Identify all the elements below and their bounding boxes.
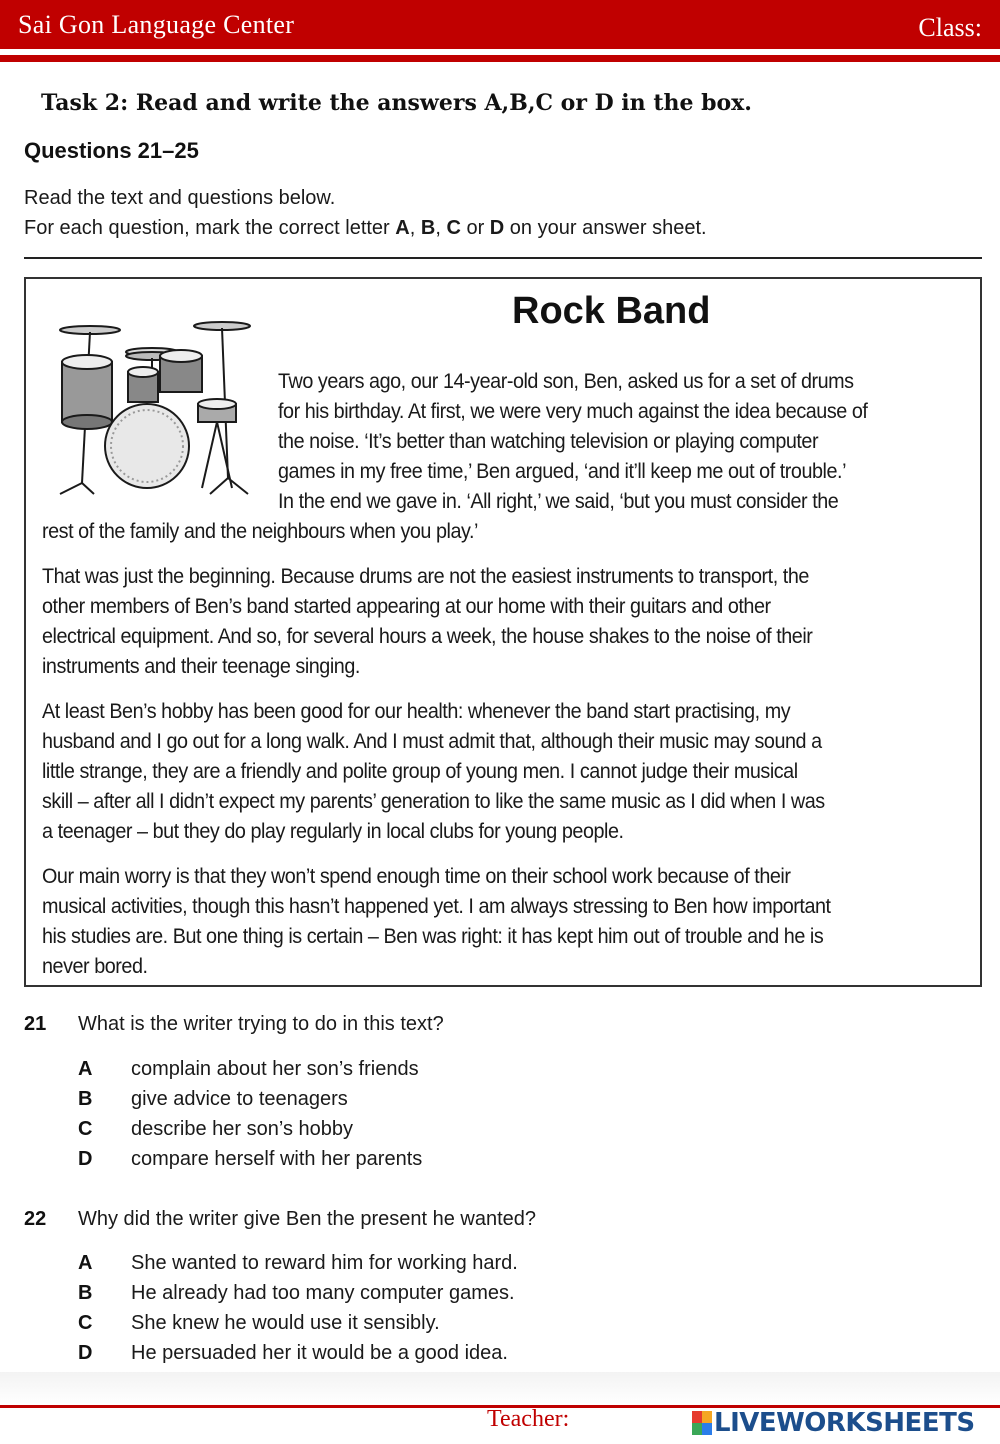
q21-option-letter: D [78,1148,93,1170]
question-21-text: What is the writer trying to do in this text? [78,1013,444,1035]
q21-option-c[interactable]: describe her son’s hobby [131,1118,353,1140]
instruction-line-1: Read the text and questions below. [24,187,336,209]
q22-option-b[interactable]: He already had too many computer games. [131,1282,515,1304]
q22-option-c[interactable]: She knew he would use it sensibly. [131,1312,440,1334]
letter-d: D [489,217,505,239]
center-name: Sai Gon Language Center [18,10,295,39]
q21-option-letter: B [78,1088,93,1110]
question-22-text: Why did the writer give Ben the present he wanted? [78,1208,537,1230]
instruction-line-2: For each question, mark the correct letter A, B, C or D on your answer sheet. [24,217,707,239]
q22-option-letter: D [78,1342,93,1364]
paragraph-4: Our main worry is that they won’t spend enough time on their school work because of their musical activities, though this hasn’t happened yet. I am always stressing to Ben how important his studies are. But one thing is certain – Ben was right: it has kept him out of trouble and he is never bored. [42,864,831,978]
questions-heading: Questions 21–25 [24,138,199,163]
paragraph-2: That was just the beginning. Because drums are not the easiest instruments to transport, the other members of Ben’s band started appearing at our home with their guitars and other electrical equipment. And so, for several hours a week, the house shakes to the noise of their instruments and their teenage singing. [42,564,813,678]
q22-option-letter: C [78,1312,93,1334]
letter-a: A [395,217,410,239]
header-rule [0,55,1000,62]
q22-option-a[interactable]: She wanted to reward him for working hard. [131,1252,518,1274]
paragraph-3: At least Ben’s hobby has been good for our health: whenever the band start practising, my husband and I go out for a long walk. And I must admit that, although their music may sound a little strange, they are a friendly and polite group of young men. I cannot judge their musical skill – after all I didn’t expect my parents’ generation to like the same music as I did when I was a teenager – but they do play regularly in local clubs for young people. [42,699,825,843]
letter-c: C [446,217,461,239]
paragraph-1: Two years ago, our 14-year-old son, Ben, asked us for a set of drums for his birthday. At first, we were very much against the idea because of the noise. ‘It’s better than watching television or playing computer games in my free time,’ Ben argued, ‘and it’ll keep me out of trouble.’ In the end we gave in. ‘All right,’ we said, ‘but you must consider the [278,369,868,513]
teacher-label: Teacher: [487,1406,570,1432]
q22-option-d[interactable]: He persuaded her it would be a good idea. [131,1342,508,1364]
q21-option-d[interactable]: compare herself with her parents [131,1148,423,1170]
question-21-number: 21 [24,1013,47,1035]
class-label: Class: [918,13,982,42]
page-fade [0,1372,1000,1404]
brand-name: LIVEWORKSHEETS [714,1408,975,1438]
q22-option-letter: A [78,1252,93,1274]
article-title: Rock Band [512,290,711,332]
task-title: Task 2: Read and write the answers A,B,C or D in the box. [41,90,752,116]
liveworksheets-logo-icon [692,1411,712,1435]
paragraph-1-end: rest of the family and the neighbours when you play.’ [42,519,478,543]
q21-option-b[interactable]: give advice to teenagers [131,1088,348,1110]
liveworksheets-logo[interactable] [692,1408,975,1438]
letter-b: B [420,217,436,239]
q22-option-letter: B [78,1282,93,1304]
q21-option-letter: C [78,1118,93,1140]
q21-option-letter: A [78,1058,93,1080]
divider [24,257,982,259]
question-22-number: 22 [24,1208,47,1230]
drum-kit-icon [52,318,258,496]
q21-option-a[interactable]: complain about her son’s friends [131,1058,419,1080]
